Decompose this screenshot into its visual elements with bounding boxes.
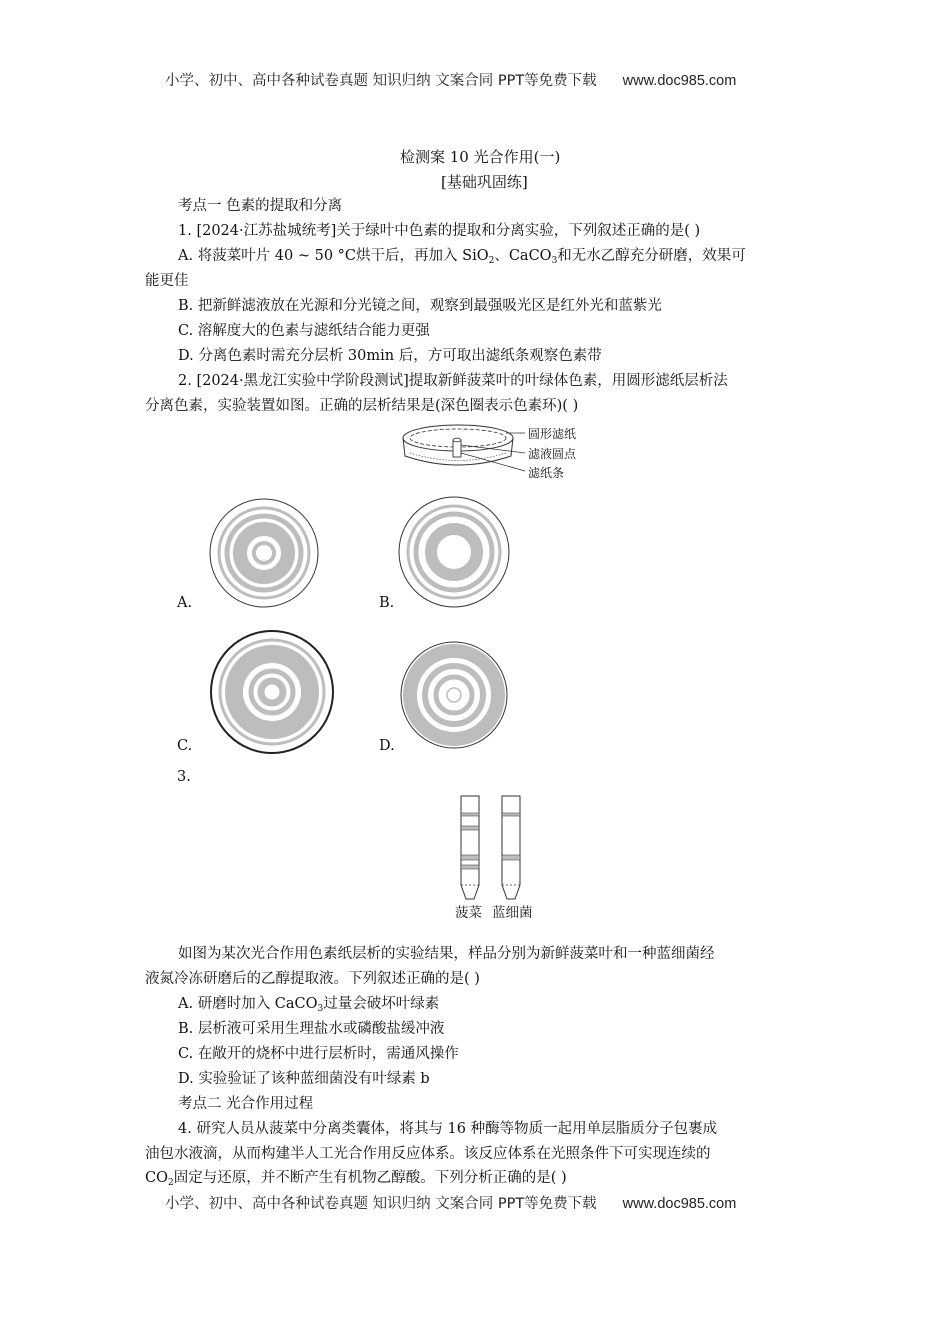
- q4-stem-3: [145, 1168, 567, 1193]
- option-a-chromatogram: [208, 497, 320, 613]
- q1-stem: 1. [2024·江苏盐城统考]关于绿叶中色素的提取和分离实验，下列叙述正确的是( ): [178, 223, 701, 239]
- q1-option-a: [178, 246, 746, 271]
- concentric-rings-c-icon: [208, 630, 336, 754]
- option-c-label: C.: [177, 738, 193, 754]
- page-header: [165, 69, 736, 90]
- q4-stem-2: 油包水液滴，从而构建半人工光合作用反应体系。该反应体系在光照条件下可实现连续的: [145, 1146, 711, 1162]
- q3-option-a: [178, 994, 439, 1019]
- q3-option-c: C. 在敞开的烧杯中进行层析时，需通风操作: [178, 1046, 459, 1062]
- q1-option-c: C. 溶解度大的色素与滤纸结合能力更强: [178, 323, 430, 339]
- q3-a-sub: 3: [317, 1004, 324, 1014]
- q3-option-b: B. 层析液可采用生理盐水或磷酸盐缓冲液: [178, 1021, 445, 1037]
- q1-option-d: D. 分离色素时需充分层析 30min 后，方可取出滤纸条观察色素带: [178, 348, 602, 364]
- q1-a-tail: 和无水乙醇充分研磨，效果可: [557, 248, 746, 264]
- option-d-label: D.: [379, 738, 395, 754]
- page-footer: [165, 1192, 736, 1213]
- q1-a-sub2: 3: [551, 256, 558, 266]
- option-a-label: A.: [177, 595, 193, 611]
- q4-stem-3-text: 固定与还原，并不断产生有机物乙醇酸。下列分析正确的是( ): [173, 1170, 567, 1186]
- label-filtrate-spot: 滤液圆点: [528, 447, 577, 461]
- header-url: www.doc985.com: [622, 73, 737, 89]
- header-text: 小学、初中、高中各种试卷真题 知识归纳 文案合同 PPT等免费下载: [165, 73, 597, 89]
- q3-stem-2: 液氮冷冻研磨后的乙醇提取液。下列叙述正确的是( ): [145, 971, 480, 987]
- q2-stem-2: 分离色素，实验装置如图。正确的层析结果是(深色圈表示色素环)( ): [145, 398, 579, 414]
- option-b-label: B.: [379, 595, 395, 611]
- q1-a-text: A. 将菠菜叶片 40 ~ 50 °C烘干后，再加入 SiO: [178, 248, 489, 264]
- doc-subtitle: [基础巩固练]: [441, 173, 528, 191]
- label-round-filter-paper: 圆形滤纸: [528, 427, 577, 441]
- q3-number: 3.: [177, 769, 191, 785]
- option-d-chromatogram: [399, 640, 509, 754]
- q3-stem-1: 如图为某次光合作用色素纸层析的实验结果，样品分别为新鲜菠菜叶和一种蓝细菌经: [178, 946, 715, 962]
- q4-co2-sub: 2: [167, 1178, 174, 1188]
- q1-option-b: B. 把新鲜滤液放在光源和分光镜之间，观察到最强吸光区是红外光和蓝紫光: [178, 298, 662, 314]
- footer-url: www.doc985.com: [622, 1196, 737, 1212]
- q3-chromatography-strips: [452, 795, 532, 909]
- apparatus-figure: [398, 418, 598, 488]
- label-filter-strip: 滤纸条: [528, 466, 565, 480]
- footer-text: 小学、初中、高中各种试卷真题 知识归纳 文案合同 PPT等免费下载: [165, 1196, 597, 1212]
- q1-a-sub: 2: [488, 256, 495, 266]
- section-heading-2: 考点二 光合作用过程: [178, 1096, 314, 1112]
- strip-label-spinach: 菠菜: [455, 905, 482, 921]
- q1-a-mid: 、CaCO: [494, 248, 552, 264]
- q3-a-post: 过量会破坏叶绿素: [323, 996, 440, 1012]
- option-b-chromatogram: [397, 495, 511, 613]
- q4-stem-1: 4. 研究人员从菠菜中分离类囊体，将其与 16 种酶等物质一起用单层脂质分子包裹成: [178, 1121, 718, 1137]
- concentric-rings-b-icon: [397, 495, 511, 609]
- q2-stem-1: 2. [2024·黑龙江实验中学阶段测试]提取新鲜菠菜叶的叶绿体色素，用圆形滤纸层析法: [178, 373, 728, 389]
- concentric-rings-d-icon: [399, 640, 509, 750]
- filter-strips-icon: [452, 795, 532, 905]
- strip-label-cyanobacteria: 蓝细菌: [492, 905, 533, 921]
- section-heading-1: 考点一 色素的提取和分离: [178, 198, 343, 214]
- q1-option-a-cont: 能更佳: [145, 273, 189, 289]
- concentric-rings-a-icon: [208, 497, 320, 609]
- doc-title: 检测案 10 光合作用(一): [400, 148, 561, 166]
- option-c-chromatogram: [208, 630, 336, 758]
- q3-option-d: D. 实验验证了该种蓝细菌没有叶绿素 b: [178, 1071, 430, 1087]
- q4-co2-pre: CO: [145, 1170, 168, 1186]
- q3-a-pre: A. 研磨时加入 CaCO: [178, 996, 318, 1012]
